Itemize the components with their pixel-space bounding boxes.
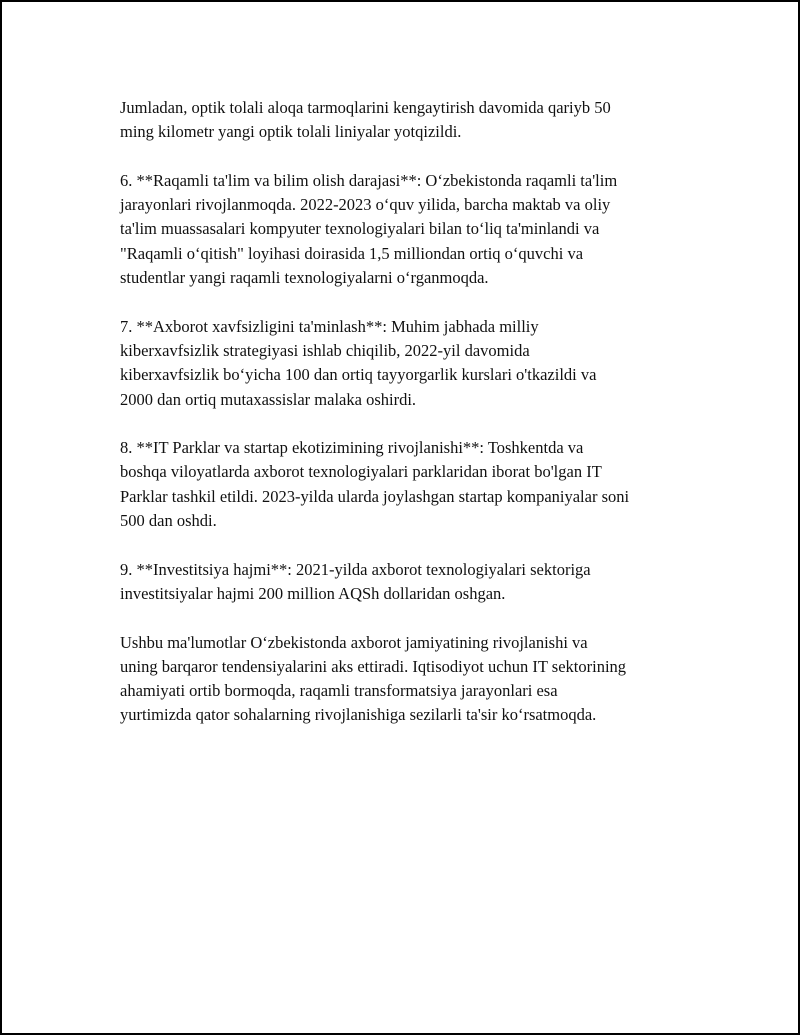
text-line: studentlar yangi raqamli texnologiyalarni o‘rganmoqda. <box>120 268 489 288</box>
text-line: "Raqamli o‘qitish" loyihasi doirasida 1,5 milliondan ortiq o‘quvchi va <box>120 243 584 263</box>
text-line: 500 dan oshdi. <box>120 511 217 531</box>
paragraph-digital-education <box>120 169 720 290</box>
text-line: 6. **Raqamli ta'lim va bilim olish darajasi**: O‘zbekistonda raqamli ta'lim <box>120 170 618 190</box>
text-line: 8. **IT Parklar va startap ekotizimining rivojlanishi**: Toshkentda va <box>120 438 584 458</box>
text-line: 9. **Investitsiya hajmi**: 2021-yilda axborot texnologiyalari sektoriga <box>120 559 591 579</box>
paragraph-information-security <box>120 315 720 412</box>
text-line: ming kilometr yangi optik tolali liniyalar yotqizildi. <box>120 122 462 142</box>
paragraph-investment <box>120 558 720 607</box>
text-line: ta'lim muassasalari kompyuter texnologiyalari bilan to‘liq ta'minlandi va <box>120 219 600 239</box>
text-line: 2000 dan ortiq mutaxassislar malaka oshirdi. <box>120 389 417 409</box>
text-line: jarayonlari rivojlanmoqda. 2022-2023 o‘quv yilida, barcha maktab va oliy <box>120 195 611 215</box>
paragraph-fiber-optic <box>120 96 720 145</box>
text-line: kiberxavfsizlik bo‘yicha 100 dan ortiq tayyorgarlik kurslari o'tkazildi va <box>120 365 597 385</box>
text-line: kiberxavfsizlik strategiyasi ishlab chiqilib, 2022-yil davomida <box>120 340 530 360</box>
text-line: boshqa viloyatlarda axborot texnologiyalari parklaridan iborat bo'lgan IT <box>120 462 602 482</box>
text-line: 7. **Axborot xavfsizligini ta'minlash**: Muhim jabhada milliy <box>120 316 539 336</box>
paragraph-conclusion <box>120 631 720 728</box>
document-body <box>120 96 720 752</box>
paragraph-it-parks <box>120 436 720 533</box>
text-line: ahamiyati ortib bormoqda, raqamli transformatsiya jarayonlari esa <box>120 681 558 701</box>
text-line: Jumladan, optik tolali aloqa tarmoqlarini kengaytirish davomida qariyb 50 <box>120 98 611 117</box>
text-line: yurtimizda qator sohalarning rivojlanishiga sezilarli ta'sir ko‘rsatmoqda. <box>120 705 597 725</box>
text-line: uning barqaror tendensiyalarini aks ettiradi. Iqtisodiyot uchun IT sektorining <box>120 656 627 676</box>
text-line: investitsiyalar hajmi 200 million AQSh dollaridan oshgan. <box>120 583 506 603</box>
text-line: Ushbu ma'lumotlar O‘zbekistonda axborot jamiyatining rivojlanishi va <box>120 632 588 652</box>
text-line: Parklar tashkil etildi. 2023-yilda ularda joylashgan startap kompaniyalar soni <box>120 486 630 506</box>
